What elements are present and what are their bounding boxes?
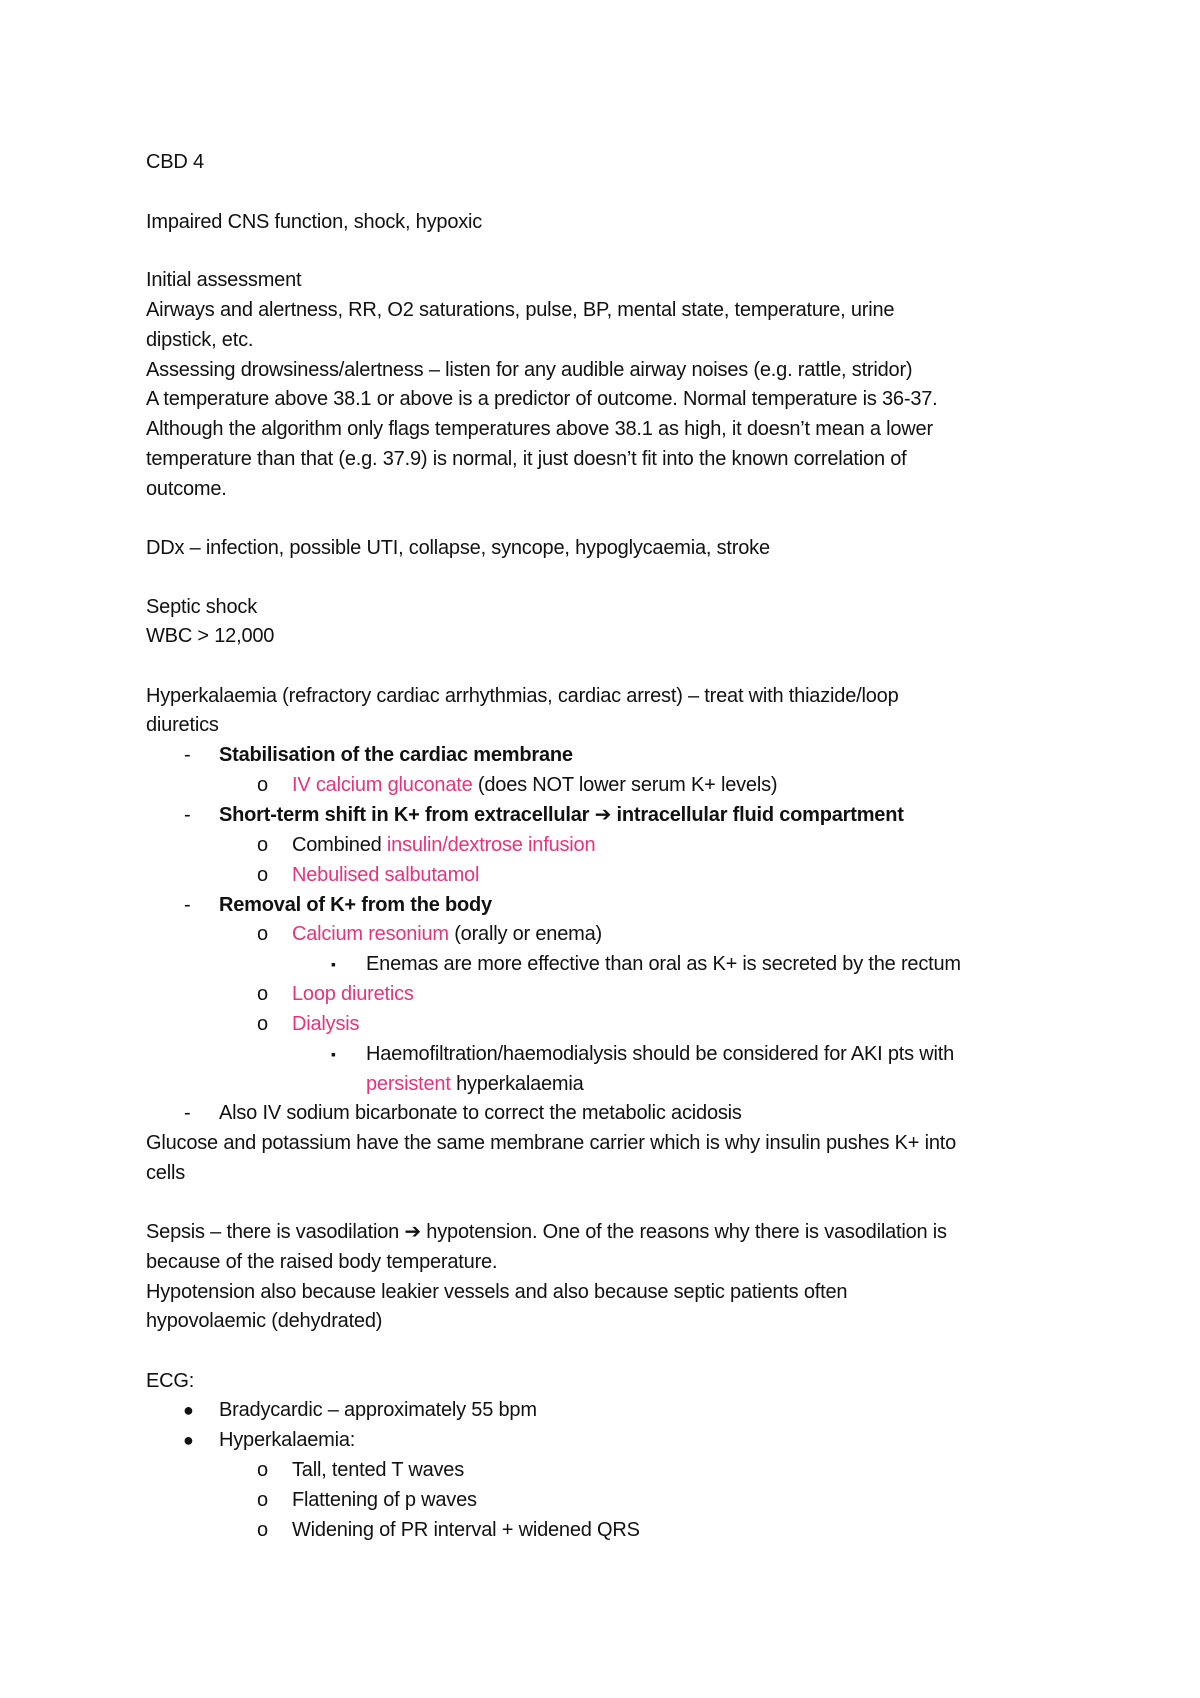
initial-assessment-line: Although the algorithm only flags temperatures above 38.1 as high, it doesn’t mean a lower: [146, 418, 933, 440]
dash-marker: -: [184, 894, 191, 916]
ddx-line: DDx – infection, possible UTI, collapse, syncope, hypoglycaemia, stroke: [146, 537, 770, 559]
item-text: Short-term shift in K+ from extracellular: [219, 804, 595, 826]
wbc-line: WBC > 12,000: [146, 625, 275, 647]
ecg-item: Bradycardic – approximately 55 bpm: [219, 1399, 537, 1421]
circle-marker: o: [257, 1519, 268, 1541]
sepsis-line: [146, 1220, 947, 1244]
circle-marker: o: [257, 774, 268, 796]
item-text: intracellular fluid compartment: [611, 804, 904, 826]
circle-marker: o: [257, 923, 268, 945]
drug-name: IV calcium gluconate: [292, 774, 473, 796]
item-text: hypotension. One of the reasons why there is vasodilation is: [420, 1221, 947, 1243]
initial-assessment-line: temperature than that (e.g. 37.9) is normal, it just doesn’t fit into the known correlation of: [146, 448, 907, 470]
dash-marker: -: [184, 804, 191, 826]
hyperkalaemia-intro: diuretics: [146, 714, 219, 736]
dash-marker: -: [184, 1102, 191, 1124]
haemofiltration-note: Haemofiltration/haemodialysis should be considered for AKI pts with: [366, 1043, 955, 1065]
loop-diuretics-item: Loop diuretics: [292, 983, 414, 1005]
circle-marker: o: [257, 1489, 268, 1511]
ecg-subitem: Widening of PR interval + widened QRS: [292, 1519, 640, 1541]
septic-shock-heading: Septic shock: [146, 596, 257, 618]
circle-marker: o: [257, 1013, 268, 1035]
dialysis-item: Dialysis: [292, 1013, 360, 1035]
initial-assessment-line: Airways and alertness, RR, O2 saturations, pulse, BP, mental state, temperature, urine: [146, 299, 895, 321]
dash-marker: -: [184, 744, 191, 766]
glucose-note: Glucose and potassium have the same membrane carrier which is why insulin pushes K+ into: [146, 1132, 957, 1154]
calcium-gluconate-item: [292, 773, 777, 797]
insulin-item: [292, 833, 595, 857]
sepsis-line: Hypotension also because leakier vessels and also because septic patients often: [146, 1281, 848, 1303]
ecg-subitem: Flattening of p waves: [292, 1489, 477, 1511]
initial-assessment-line: Assessing drowsiness/alertness – listen for any audible airway noises (e.g. rattle, stridor): [146, 359, 913, 381]
circle-marker: o: [257, 1459, 268, 1481]
stabilisation-item: Stabilisation of the cardiac membrane: [219, 744, 573, 766]
haemofiltration-note: [366, 1072, 584, 1096]
salbutamol-item: Nebulised salbutamol: [292, 864, 480, 886]
circle-marker: o: [257, 983, 268, 1005]
sepsis-line: because of the raised body temperature.: [146, 1251, 498, 1273]
arrow-icon: ➔: [404, 1221, 421, 1243]
ecg-subitem: Tall, tented T waves: [292, 1459, 465, 1481]
bullet-marker: ●: [183, 1430, 194, 1450]
drug-name: Calcium resonium: [292, 923, 449, 945]
square-marker: ▪: [331, 1046, 336, 1062]
calcium-resonium-item: [292, 922, 602, 946]
ecg-heading: ECG:: [146, 1370, 195, 1392]
sepsis-line: hypovolaemic (dehydrated): [146, 1310, 383, 1332]
doc-title: CBD 4: [146, 151, 204, 173]
square-marker: ▪: [331, 956, 336, 972]
initial-assessment-line: A temperature above 38.1 or above is a predictor of outcome. Normal temperature is 36-37.: [146, 388, 938, 410]
doc-subtitle: Impaired CNS function, shock, hypoxic: [146, 211, 483, 233]
item-detail: (orally or enema): [448, 923, 602, 945]
item-detail: (does NOT lower serum K+ levels): [472, 774, 778, 796]
item-text: Sepsis – there is vasodilation: [146, 1221, 405, 1243]
initial-assessment-line: outcome.: [146, 478, 227, 500]
glucose-note: cells: [146, 1162, 186, 1184]
ecg-item: Hyperkalaemia:: [219, 1429, 356, 1451]
emphasis-word: persistent: [366, 1073, 451, 1095]
circle-marker: o: [257, 834, 268, 856]
shift-item: [219, 803, 904, 827]
item-text: hyperkalaemia: [450, 1073, 584, 1095]
circle-marker: o: [257, 864, 268, 886]
bicarbonate-item: Also IV sodium bicarbonate to correct the metabolic acidosis: [219, 1102, 742, 1124]
removal-item: Removal of K+ from the body: [219, 894, 492, 916]
item-text: Combined: [292, 834, 387, 856]
initial-assessment-line: dipstick, etc.: [146, 329, 254, 351]
drug-name: insulin/dextrose infusion: [386, 834, 596, 856]
arrow-icon: ➔: [594, 804, 612, 826]
initial-assessment-heading: Initial assessment: [146, 269, 302, 291]
bullet-marker: ●: [183, 1400, 194, 1420]
enema-note: Enemas are more effective than oral as K+ is secreted by the rectum: [366, 953, 961, 975]
hyperkalaemia-intro: Hyperkalaemia (refractory cardiac arrhythmias, cardiac arrest) – treat with thiazide/loop: [146, 685, 899, 707]
